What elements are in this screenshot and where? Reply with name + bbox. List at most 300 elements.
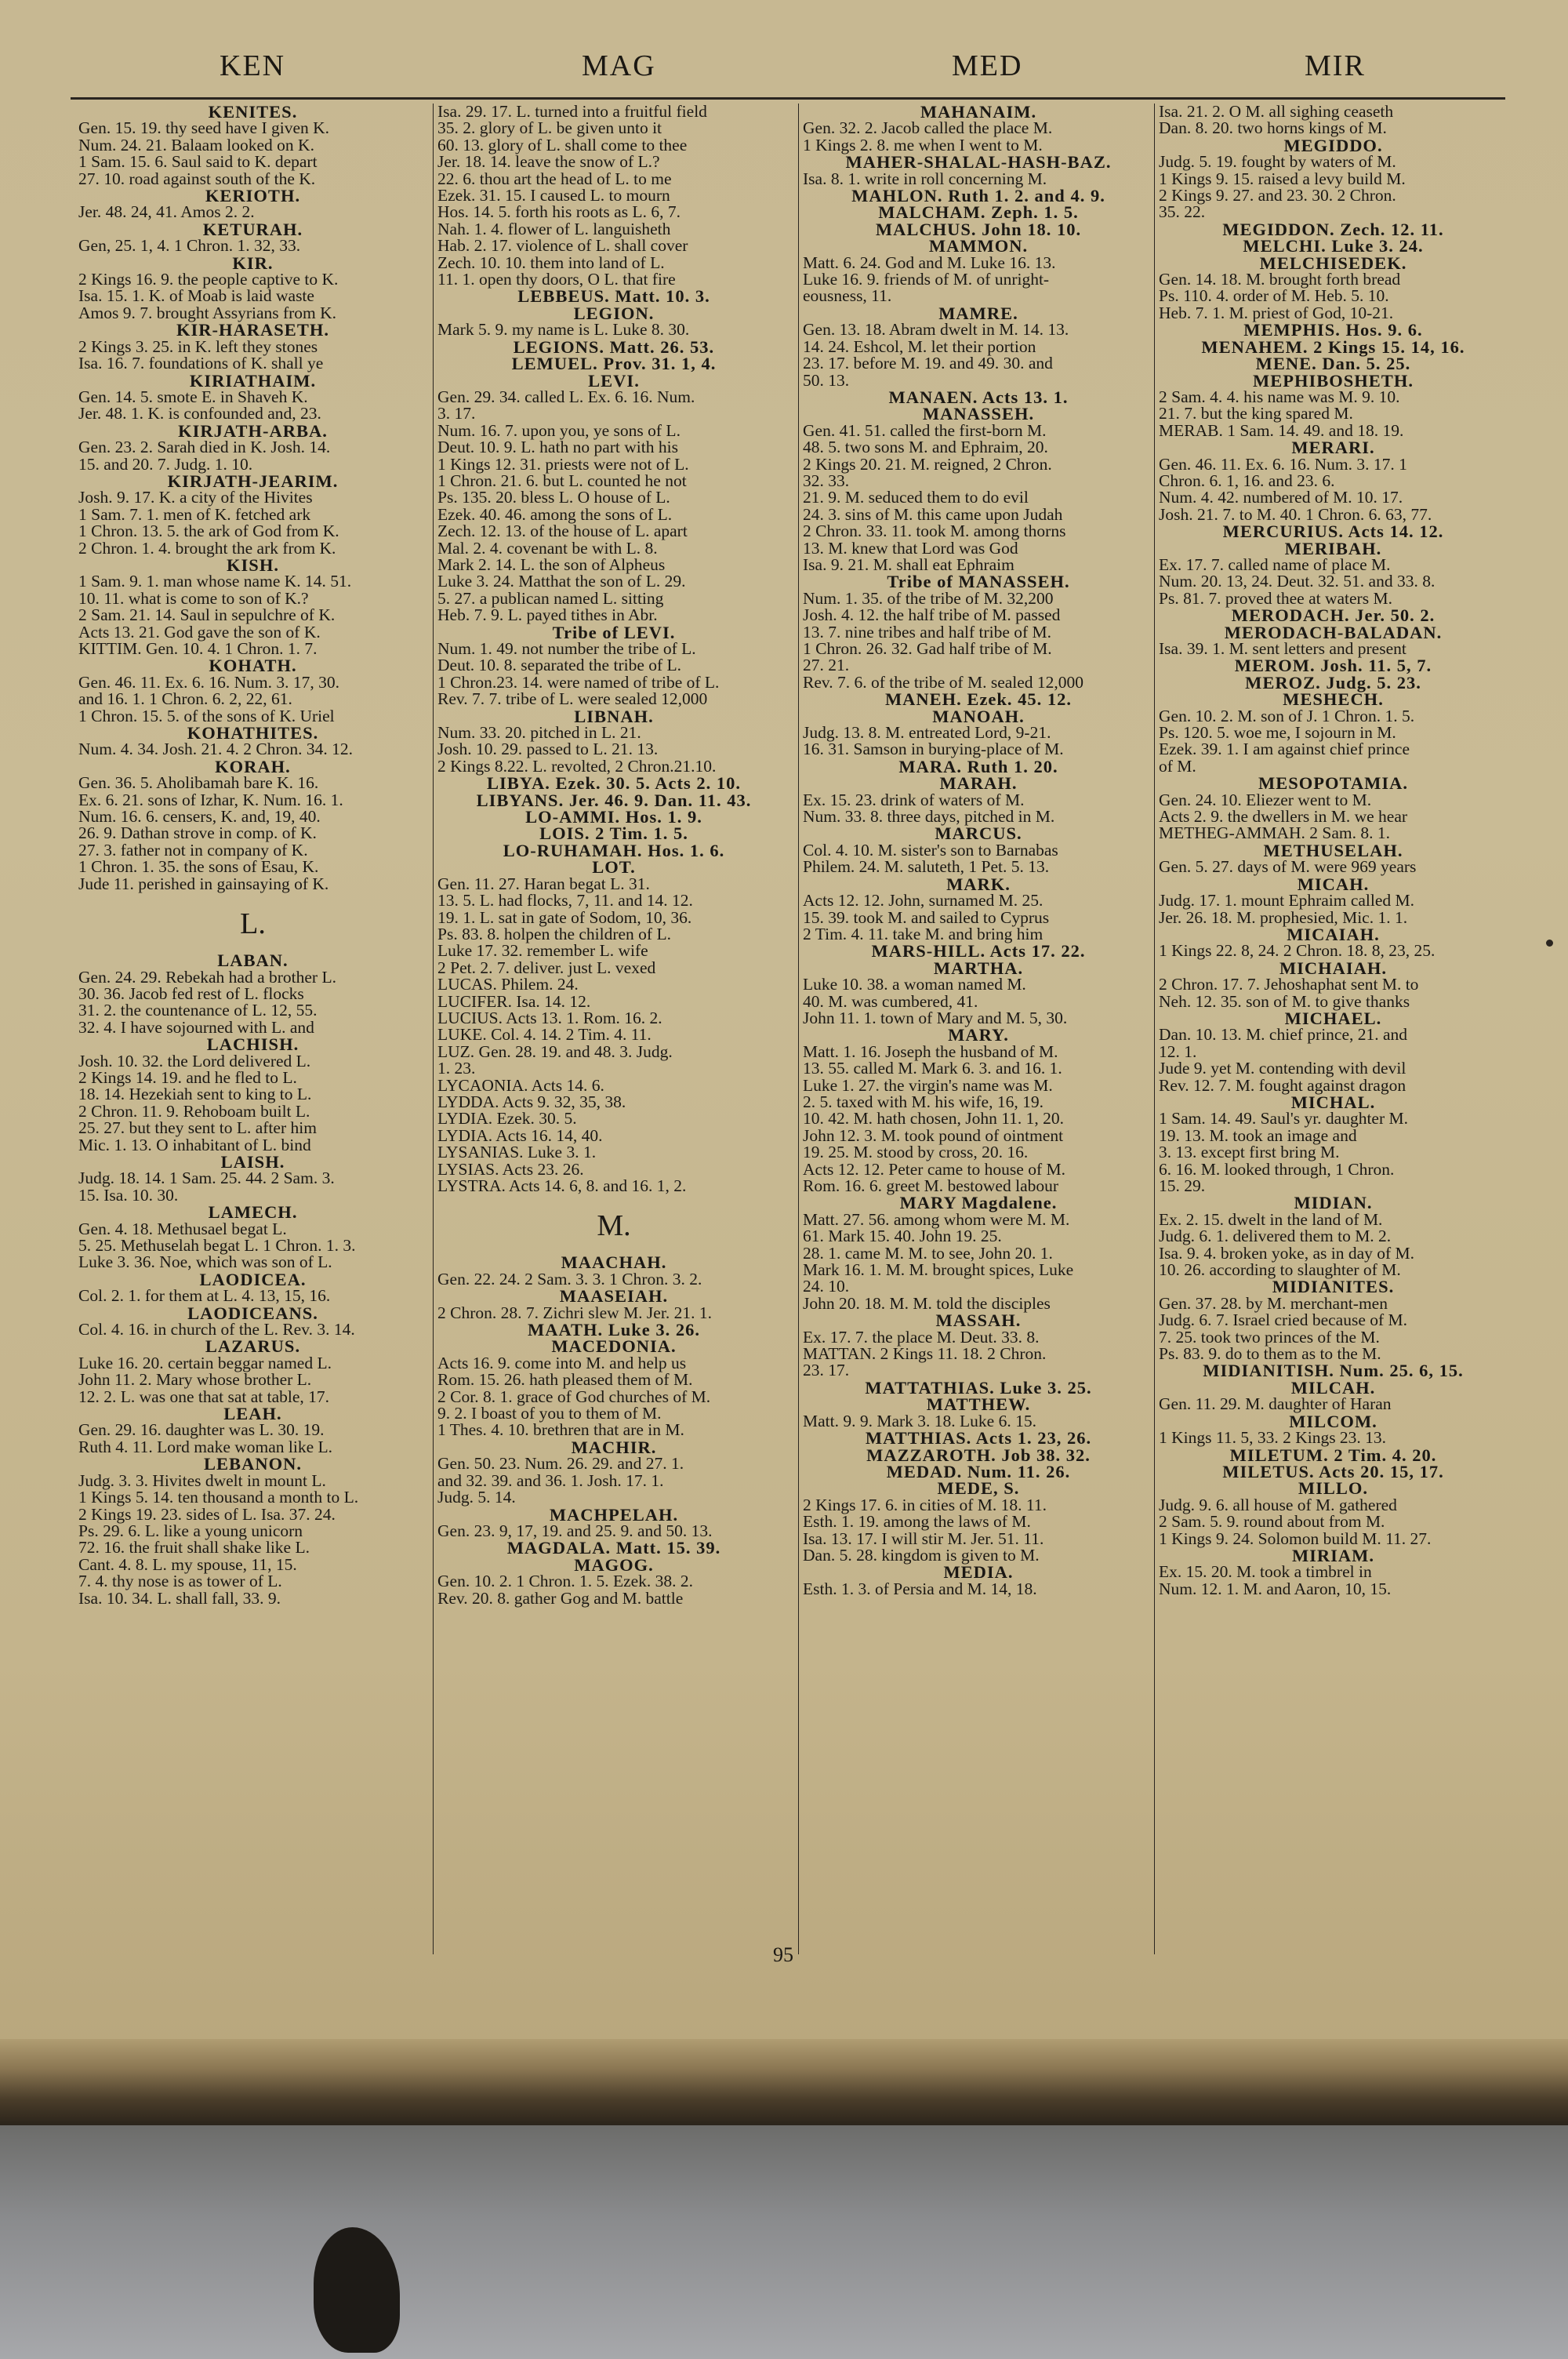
reference-line: Gen, 25. 1, 4. 1 Chron. 1. 32, 33. xyxy=(78,236,301,256)
entry-heading: MACHPELAH. xyxy=(549,1504,679,1525)
entry-heading: MARS-HILL. Acts 17. 22. xyxy=(871,941,1086,961)
reference-line: Ex. 17. 7. the place M. Deut. 33. 8. xyxy=(803,1327,1040,1347)
entry-heading: MEPHIBOSHETH. xyxy=(1253,370,1414,391)
reference-line: Isa. 13. 17. I will stir M. Jer. 51. 11. xyxy=(803,1528,1044,1548)
entry-heading: KIRIATHAIM. xyxy=(189,370,317,391)
reference-line: Col. 4. 16. in church of the L. Rev. 3. 14. xyxy=(78,1320,355,1339)
reference-line: 22. 6. thou art the head of L. to me xyxy=(437,169,672,188)
entry-heading: MANEH. Ezek. 45. 12. xyxy=(884,689,1073,710)
reference-line: 1 Kings 12. 31. priests were not of L. xyxy=(437,454,689,474)
reference-line: Gen. 4. 18. Methusael begat L. xyxy=(78,1219,287,1238)
reference-line: Jer. 48. 24, 41. Amos 2. 2. xyxy=(78,202,255,222)
reference-line: Ps. 29. 6. L. like a young unicorn xyxy=(78,1521,303,1540)
reference-line: Josh. 21. 7. to M. 40. 1 Chron. 6. 63, 77. xyxy=(1159,504,1432,524)
section-letter: M. xyxy=(597,1209,631,1243)
reference-line: 1 Chron. 1. 35. the sons of Esau, K. xyxy=(78,857,319,877)
reference-line: Deut. 10. 8. separated the tribe of L. xyxy=(437,656,682,675)
reference-line: 1 Chron. 26. 32. Gad half tribe of M. xyxy=(803,639,1052,658)
entry-heading: MAMMON. xyxy=(928,236,1029,256)
entry-heading: MAHLON. Ruth 1. 2. and 4. 9. xyxy=(851,186,1105,206)
reference-line: 21. 7. but the king spared M. xyxy=(1159,404,1353,423)
entry-heading: MERIBAH. xyxy=(1284,538,1382,558)
reference-line: Josh. 10. 29. passed to L. 21. 13. xyxy=(437,740,659,759)
entry-heading: MARA. Ruth 1. 20. xyxy=(898,756,1058,776)
reference-line: 2 Tim. 4. 11. take M. and bring him xyxy=(803,924,1044,943)
entry-heading: LABAN. xyxy=(217,951,289,971)
reference-line: Josh. 9. 17. K. a city of the Hivites xyxy=(78,488,313,507)
reference-line: 32. 33. xyxy=(803,471,850,490)
entry-heading: LOT. xyxy=(592,857,636,878)
reference-line: Isa. 9. 21. M. shall eat Ephraim xyxy=(803,554,1014,574)
reference-line: Josh. 10. 32. the Lord delivered L. xyxy=(78,1051,311,1070)
entry-heading: MICHAIAH. xyxy=(1279,958,1388,978)
entry-heading: MANASSEH. xyxy=(922,404,1035,424)
reference-line: 1 Sam. 9. 1. man whose name K. 14. 51. xyxy=(78,572,352,591)
entry-heading: KIRJATH-ARBA. xyxy=(178,420,328,441)
reference-line: 1 Chron. 15. 5. of the sons of K. Uriel xyxy=(78,706,335,725)
entry-heading: MATTHIAS. Acts 1. 23, 26. xyxy=(865,1428,1092,1448)
entry-heading: MAASEIAH. xyxy=(559,1286,669,1307)
reference-line: Rev. 20. 8. gather Gog and M. battle xyxy=(437,1588,684,1608)
reference-line: Num. 33. 20. pitched in L. 21. xyxy=(437,723,641,743)
reference-line: LYDIA. Ezek. 30. 5. xyxy=(437,1109,577,1129)
entry-heading: MESHECH. xyxy=(1283,689,1384,710)
reference-line: Jude 11. perished in gainsaying of K. xyxy=(78,874,329,893)
reference-line: Hab. 2. 17. violence of L. shall cover xyxy=(437,236,688,256)
reference-line: Num. 4. 34. Josh. 21. 4. 2 Chron. 34. 12. xyxy=(78,740,353,759)
reference-line: 16. 31. Samson in burying-place of M. xyxy=(803,740,1064,759)
entry-heading: MAHER-SHALAL-HASH-BAZ. xyxy=(845,152,1112,173)
reference-line: LYSIAS. Acts 23. 26. xyxy=(437,1159,584,1179)
reference-line: 3. 17. xyxy=(437,404,476,423)
entry-heading: MARCUS. xyxy=(935,823,1022,844)
header-word-med: MED xyxy=(952,49,1023,82)
reference-line: Ezek. 40. 46. among the sons of L. xyxy=(437,504,673,524)
entry-heading: MEGIDDON. Zech. 12. 11. xyxy=(1222,219,1444,239)
reference-line: LUCIFER. Isa. 14. 12. xyxy=(437,991,591,1011)
reference-line: 13. M. knew that Lord was God xyxy=(803,538,1018,558)
scan-background xyxy=(0,2125,1568,2359)
reference-line: Gen. 14. 5. smote E. in Shaveh K. xyxy=(78,387,308,406)
entry-heading: LAODICEANS. xyxy=(187,1303,318,1323)
reference-line: 2 Chron. 1. 4. brought the ark from K. xyxy=(78,538,336,558)
entry-heading: LIBYANS. Jer. 46. 9. Dan. 11. 43. xyxy=(476,790,752,810)
reference-line: Gen. 29. 16. daughter was L. 30. 19. xyxy=(78,1420,325,1440)
entry-heading: MERARI. xyxy=(1291,438,1375,458)
entry-heading: MARK. xyxy=(946,874,1011,894)
column-4 xyxy=(1159,104,1508,1970)
entry-heading: MACEDONIA. xyxy=(551,1336,677,1357)
reference-line: 15. 39. took M. and sailed to Cyprus xyxy=(803,907,1050,927)
reference-line: Gen. 46. 11. Ex. 6. 16. Num. 3. 17, 30. xyxy=(78,672,340,692)
entry-heading: MILLO. xyxy=(1298,1478,1369,1499)
entry-heading: MARAH. xyxy=(939,773,1018,794)
entry-heading: MICHAEL. xyxy=(1284,1008,1382,1028)
reference-line: Ex. 15. 23. drink of waters of M. xyxy=(803,790,1025,809)
entry-heading: LO-AMMI. Hos. 1. 9. xyxy=(525,807,702,827)
reference-line: Col. 2. 1. for them at L. 4. 13, 15, 16. xyxy=(78,1286,331,1306)
reference-line: Amos 9. 7. brought Assyrians from K. xyxy=(78,303,337,322)
reference-line: Josh. 4. 12. the half tribe of M. passed xyxy=(803,605,1061,625)
entry-heading: KENITES. xyxy=(208,104,298,122)
reference-line: Cant. 4. 8. L. my spouse, 11, 15. xyxy=(78,1554,297,1574)
reference-line: 25. 27. but they sent to L. after him xyxy=(78,1118,317,1138)
reference-line: Isa. 16. 7. foundations of K. shall ye xyxy=(78,354,324,373)
reference-line: Dan. 8. 20. two horns kings of M. xyxy=(1159,118,1387,138)
reference-line: eousness, 11. xyxy=(803,286,892,306)
reference-line: Jer. 48. 1. K. is confounded and, 23. xyxy=(78,404,321,423)
entry-heading: LAMECH. xyxy=(208,1202,298,1223)
reference-line: Mark 5. 9. my name is L. Luke 8. 30. xyxy=(437,320,690,340)
entry-heading: MICAIAH. xyxy=(1287,924,1380,944)
reference-line: Luke 3. 24. Matthat the son of L. 29. xyxy=(437,572,686,591)
reference-line: Gen. 36. 5. Aholibamah bare K. 16. xyxy=(78,773,319,793)
reference-line: 6. 16. M. looked through, 1 Chron. xyxy=(1159,1159,1395,1179)
reference-line: Mal. 2. 4. covenant be with L. 8. xyxy=(437,538,658,558)
reference-line: Isa. 21. 2. O M. all sighing ceaseth xyxy=(1159,104,1394,121)
reference-line: Gen. 10. 2. M. son of J. 1 Chron. 1. 5. xyxy=(1159,706,1415,725)
reference-line: Gen. 23. 9, 17, 19. and 25. 9. and 50. 13. xyxy=(437,1521,713,1540)
entry-heading: MARY. xyxy=(948,1025,1009,1045)
reference-line: 10. 42. M. hath chosen, John 11. 1, 20. xyxy=(803,1109,1065,1129)
reference-line: 1 Kings 9. 24. Solomon build M. 11. 27. xyxy=(1159,1528,1432,1548)
reference-line: 9. 2. I boast of you to them of M. xyxy=(437,1404,662,1423)
reference-line: 27. 10. road against south of the K. xyxy=(78,169,316,188)
reference-line: 1 Chron.23. 14. were named of tribe of L. xyxy=(437,672,720,692)
reference-line: LUZ. Gen. 28. 19. and 48. 3. Judg. xyxy=(437,1041,673,1061)
reference-line: Mark 2. 14. L. the son of Alpheus xyxy=(437,554,666,574)
header-word-mag: MAG xyxy=(582,49,656,82)
reference-line: Acts 16. 9. come into M. and help us xyxy=(437,1353,687,1372)
entry-heading: MACHIR. xyxy=(571,1437,657,1457)
entry-heading: MERODACH. Jer. 50. 2. xyxy=(1231,605,1436,626)
entry-heading: MAGDALA. Matt. 15. 39. xyxy=(506,1538,721,1558)
reference-line: Hos. 14. 5. forth his roots as L. 6, 7. xyxy=(437,202,681,222)
reference-line: 2 Kings 20. 21. M. reigned, 2 Chron. xyxy=(803,454,1052,474)
reference-line: Num. 4. 42. numbered of M. 10. 17. xyxy=(1159,488,1403,507)
column-divider xyxy=(1154,104,1155,1954)
reference-line: 24. 10. xyxy=(803,1277,850,1296)
entry-heading: MILCOM. xyxy=(1289,1411,1377,1431)
entry-heading: LEGION. xyxy=(573,303,655,323)
reference-line: 1 Kings 2. 8. me when I went to M. xyxy=(803,135,1043,154)
reference-line: Jer. 26. 18. M. prophesied, Mic. 1. 1. xyxy=(1159,907,1408,927)
reference-line: Gen. 29. 34. called L. Ex. 6. 16. Num. xyxy=(437,387,695,406)
reference-line: Nah. 1. 4. flower of L. languisheth xyxy=(437,219,671,238)
section-letter: L. xyxy=(240,907,266,941)
reference-line: of M. xyxy=(1159,756,1196,776)
entry-heading: MEROZ. Judg. 5. 23. xyxy=(1245,672,1421,692)
reference-line: Matt. 27. 56. among whom were M. M. xyxy=(803,1209,1070,1229)
reference-line: 7. 4. thy nose is as tower of L. xyxy=(78,1572,282,1591)
reference-line: Num. 1. 35. of the tribe of M. 32,200 xyxy=(803,588,1054,608)
reference-line: 2 Chron. 17. 7. Jehoshaphat sent M. to xyxy=(1159,975,1419,994)
reference-line: 35. 22. xyxy=(1159,202,1206,222)
reference-line: 61. Mark 15. 40. John 19. 25. xyxy=(803,1227,1002,1246)
reference-line: 10. 11. what is come to son of K.? xyxy=(78,588,309,608)
reference-line: Gen. 50. 23. Num. 26. 29. and 27. 1. xyxy=(437,1454,684,1474)
reference-line: 60. 13. glory of L. shall come to thee xyxy=(437,135,688,154)
reference-line: 15. Isa. 10. 30. xyxy=(78,1185,179,1205)
reference-line: Isa. 39. 1. M. sent letters and present xyxy=(1159,639,1406,658)
reference-line: Gen. 14. 18. M. brought forth bread xyxy=(1159,270,1401,289)
reference-line: Ps. 110. 4. order of M. Heb. 5. 10. xyxy=(1159,286,1389,306)
reference-line: Matt. 1. 16. Joseph the husband of M. xyxy=(803,1041,1058,1061)
entry-heading: MIDIANITES. xyxy=(1272,1277,1395,1297)
reference-line: Rom. 15. 26. hath pleased them of M. xyxy=(437,1370,693,1390)
entry-heading: LEMUEL. Prov. 31. 1, 4. xyxy=(511,354,717,374)
entry-heading: MIDIANITISH. Num. 25. 6, 15. xyxy=(1203,1361,1464,1381)
reference-line: Jude 9. yet M. contending with devil xyxy=(1159,1059,1406,1078)
reference-line: Judg. 13. 8. M. entreated Lord, 9-21. xyxy=(803,723,1051,743)
reference-line: 10. 26. according to slaughter of M. xyxy=(1159,1260,1401,1280)
reference-line: 1. 23. xyxy=(437,1059,476,1078)
reference-line: 2 Kings 16. 9. the people captive to K. xyxy=(78,270,339,289)
reference-line: Acts 13. 21. God gave the son of K. xyxy=(78,622,321,642)
reference-line: Isa. 10. 34. L. shall fall, 33. 9. xyxy=(78,1588,281,1608)
reference-line: 35. 2. glory of L. be given unto it xyxy=(437,118,662,138)
reference-line: METHEG-AMMAH. 2 Sam. 8. 1. xyxy=(1159,823,1391,843)
reference-line: Num. 12. 1. M. and Aaron, 10, 15. xyxy=(1159,1579,1392,1598)
reference-line: 30. 36. Jacob fed rest of L. flocks xyxy=(78,983,304,1003)
reference-line: 1 Kings 5. 14. ten thousand a month to L. xyxy=(78,1488,359,1507)
reference-line: Gen. 22. 24. 2 Sam. 3. 3. 1 Chron. 3. 2. xyxy=(437,1269,702,1289)
reference-line: 2 Kings 9. 27. and 23. 30. 2 Chron. xyxy=(1159,186,1396,205)
reference-line: John 11. 1. town of Mary and M. 5, 30. xyxy=(803,1008,1068,1027)
reference-line: 7. 25. took two princes of the M. xyxy=(1159,1327,1380,1347)
entry-heading: KIR-HARASETH. xyxy=(176,320,329,340)
reference-line: 1 Chron. 21. 6. but L. counted he not xyxy=(437,471,687,490)
reference-line: LYSANIAS. Luke 3. 1. xyxy=(437,1143,597,1162)
reference-line: Judg. 17. 1. mount Ephraim called M. xyxy=(1159,891,1415,911)
reference-line: Luke 10. 38. a woman named M. xyxy=(803,975,1026,994)
reference-line: 23. 17. before M. 19. and 49. 30. and xyxy=(803,354,1053,373)
reference-line: Num. 20. 13, 24. Deut. 32. 51. and 33. 8. xyxy=(1159,572,1436,591)
reference-line: Dan. 5. 28. kingdom is given to M. xyxy=(803,1545,1040,1565)
reference-line: Gen. 37. 28. by M. merchant-men xyxy=(1159,1293,1388,1313)
reference-line: Ps. 81. 7. proved thee at waters M. xyxy=(1159,588,1392,608)
reference-line: 13. 7. nine tribes and half tribe of M. xyxy=(803,622,1052,642)
reference-line: Ps. 120. 5. woe me, I sojourn in M. xyxy=(1159,723,1396,743)
reference-line: 1 Sam. 14. 49. Saul's yr. daughter M. xyxy=(1159,1109,1408,1129)
reference-line: Judg. 6. 7. Israel cried because of M. xyxy=(1159,1310,1408,1330)
column-divider xyxy=(798,104,799,1954)
entry-heading: MATTATHIAS. Luke 3. 25. xyxy=(865,1377,1092,1398)
reference-line: Ps. 83. 9. do to them as to the M. xyxy=(1159,1344,1381,1364)
entry-heading: MEDIA. xyxy=(943,1562,1014,1583)
reference-line: Isa. 15. 1. K. of Moab is laid waste xyxy=(78,286,314,306)
reference-line: Num. 24. 21. Balaam looked on K. xyxy=(78,135,314,154)
reference-line: and 32. 39. and 36. 1. Josh. 17. 1. xyxy=(437,1470,664,1490)
entry-heading: MAATH. Luke 3. 26. xyxy=(527,1320,701,1340)
reference-line: Ezek. 39. 1. I am against chief prince xyxy=(1159,740,1410,759)
reference-line: LYDDA. Acts 9. 32, 35, 38. xyxy=(437,1092,626,1111)
reference-line: 72. 16. the fruit shall shake like L. xyxy=(78,1538,310,1558)
reference-line: Ex. 2. 15. dwelt in the land of M. xyxy=(1159,1209,1383,1229)
reference-line: Judg. 9. 6. all house of M. gathered xyxy=(1159,1495,1397,1514)
entry-heading: LEGIONS. Matt. 26. 53. xyxy=(513,336,715,357)
entry-heading: MAACHAH. xyxy=(561,1252,667,1273)
reference-line: 12. 2. L. was one that sat at table, 17. xyxy=(78,1387,330,1406)
reference-line: 2 Kings 17. 6. in cities of M. 18. 11. xyxy=(803,1495,1047,1514)
running-header xyxy=(0,49,1568,96)
entry-heading: LEBBEUS. Matt. 10. 3. xyxy=(517,286,710,307)
reference-line: MERAB. 1 Sam. 14. 49. and 18. 19. xyxy=(1159,420,1404,440)
entry-heading: MILCAH. xyxy=(1290,1377,1376,1398)
entry-heading: KIR. xyxy=(232,253,274,273)
reference-line: 31. 2. the countenance of L. 12, 55. xyxy=(78,1001,318,1020)
entry-heading: MAHANAIM. xyxy=(920,104,1037,122)
entry-heading: LEAH. xyxy=(223,1404,282,1424)
reference-line: Deut. 10. 9. L. hath no part with his xyxy=(437,438,678,457)
reference-line: 19. 13. M. took an image and xyxy=(1159,1125,1357,1145)
column-divider xyxy=(433,104,434,1954)
reference-line: Ruth 4. 11. Lord make woman like L. xyxy=(78,1437,333,1456)
reference-line: 24. 3. sins of M. this came upon Judah xyxy=(803,504,1063,524)
entry-heading: KETURAH. xyxy=(202,219,303,239)
reference-line: Gen. 11. 27. Haran begat L. 31. xyxy=(437,874,650,893)
reference-line: Gen. 5. 27. days of M. were 969 years xyxy=(1159,857,1417,877)
reference-line: Rev. 12. 7. M. fought against dragon xyxy=(1159,1075,1406,1095)
reference-line: Num. 16. 7. upon you, ye sons of L. xyxy=(437,420,681,440)
reference-line: 2 Kings 8.22. L. revolted, 2 Chron.21.10. xyxy=(437,756,717,776)
reference-line: Esth. 1. 3. of Persia and M. 14, 18. xyxy=(803,1579,1037,1598)
reference-line: MATTAN. 2 Kings 11. 18. 2 Chron. xyxy=(803,1344,1047,1364)
reference-line: LUCIUS. Acts 13. 1. Rom. 16. 2. xyxy=(437,1008,662,1027)
entry-heading: MIRIAM. xyxy=(1291,1545,1375,1565)
reference-line: 1 Sam. 7. 1. men of K. fetched ark xyxy=(78,504,311,524)
reference-line: John 20. 18. M. M. told the disciples xyxy=(803,1293,1051,1313)
entry-heading: MICAH. xyxy=(1297,874,1370,894)
entry-heading: LEBANON. xyxy=(204,1454,302,1474)
entry-heading: LIBNAH. xyxy=(574,706,654,726)
reference-line: Gen. 15. 19. thy seed have I given K. xyxy=(78,118,330,138)
reference-line: and 16. 1. 1 Chron. 6. 2, 22, 61. xyxy=(78,689,292,709)
entry-heading: MILETUS. Acts 20. 15, 17. xyxy=(1222,1461,1444,1481)
reference-line: Matt. 6. 24. God and M. Luke 16. 13. xyxy=(803,253,1056,272)
reference-line: 32. 4. I have sojourned with L. and xyxy=(78,1017,314,1037)
reference-line: 5. 27. a publican named L. sitting xyxy=(437,588,664,608)
reference-line: Luke 3. 36. Noe, which was son of L. xyxy=(78,1252,332,1272)
reference-line: Luke 1. 27. the virgin's name was M. xyxy=(803,1075,1053,1095)
reference-line: Esth. 1. 19. among the laws of M. xyxy=(803,1512,1031,1532)
entry-heading: MENAHEM. 2 Kings 15. 14, 16. xyxy=(1201,336,1465,357)
reference-line: Ex. 15. 20. M. took a timbrel in xyxy=(1159,1562,1372,1582)
reference-line: Acts 12. 12. Peter came to house of M. xyxy=(803,1159,1065,1179)
reference-line: 2 Kings 14. 19. and he fled to L. xyxy=(78,1067,297,1087)
reference-line: Num. 33. 8. three days, pitched in M. xyxy=(803,807,1055,827)
reference-line: Gen. 23. 2. Sarah died in K. Josh. 14. xyxy=(78,438,331,457)
reference-line: Gen. 46. 11. Ex. 6. 16. Num. 3. 17. 1 xyxy=(1159,454,1407,474)
entry-heading: LEVI. xyxy=(588,370,640,391)
header-rule xyxy=(71,97,1505,100)
reference-line: 1 Thes. 4. 10. brethren that are in M. xyxy=(437,1420,684,1440)
reference-line: 2. 5. taxed with M. his wife, 16, 19. xyxy=(803,1092,1044,1111)
entry-heading: MELCHISEDEK. xyxy=(1259,253,1407,273)
reference-line: 13. 55. called M. Mark 6. 3. and 16. 1. xyxy=(803,1059,1062,1078)
entry-heading: LAZARUS. xyxy=(205,1336,301,1357)
reference-line: LYSTRA. Acts 14. 6, 8. and 16. 1, 2. xyxy=(437,1176,687,1195)
reference-line: Dan. 10. 13. M. chief prince, 21. and xyxy=(1159,1025,1408,1045)
ink-spot xyxy=(1546,940,1553,947)
reference-line: Ps. 83. 8. holpen the children of L. xyxy=(437,924,671,943)
reference-line: 27. 3. father not in company of K. xyxy=(78,840,308,860)
reference-line: Heb. 7. 9. L. payed tithes in Abr. xyxy=(437,605,658,625)
reference-line: Luke 17. 32. remember L. wife xyxy=(437,941,648,961)
entry-heading: Tribe of LEVI. xyxy=(552,622,676,642)
entry-heading: KOHATHITES. xyxy=(187,723,319,743)
header-word-mir: MIR xyxy=(1305,49,1366,82)
entry-heading: MIDIAN. xyxy=(1294,1193,1373,1213)
entry-heading: MANAEN. Acts 13. 1. xyxy=(888,387,1069,407)
page-number: 95 xyxy=(773,1943,793,1966)
reference-line: Judg. 5. 14. xyxy=(437,1488,516,1507)
reference-line: Judg. 5. 19. fought by waters of M. xyxy=(1159,152,1396,172)
reference-line: 21. 9. M. seduced them to do evil xyxy=(803,488,1029,507)
reference-line: LUKE. Col. 4. 14. 2 Tim. 4. 11. xyxy=(437,1025,652,1045)
reference-line: 1 Chron. 13. 5. the ark of God from K. xyxy=(78,522,339,541)
entry-heading: MILETUM. 2 Tim. 4. 20. xyxy=(1229,1445,1437,1465)
reference-line: 40. M. was cumbered, 41. xyxy=(803,991,978,1011)
reference-line: 2 Kings 19. 23. sides of L. Isa. 37. 24. xyxy=(78,1504,336,1524)
entry-heading: LIBYA. Ezek. 30. 5. Acts 2. 10. xyxy=(487,773,741,794)
entry-heading: KIRJATH-JEARIM. xyxy=(167,471,339,491)
entry-heading: LOIS. 2 Tim. 1. 5. xyxy=(539,823,688,844)
entry-heading: MESOPOTAMIA. xyxy=(1258,773,1408,794)
reference-line: Mic. 1. 13. O inhabitant of L. bind xyxy=(78,1135,311,1154)
reference-line: 1 Kings 11. 5, 33. 2 Kings 23. 13. xyxy=(1159,1428,1387,1448)
reference-line: Gen. 32. 2. Jacob called the place M. xyxy=(803,118,1053,138)
reference-line: Chron. 6. 1, 16. and 23. 6. xyxy=(1159,471,1335,490)
page-bottom-edge xyxy=(0,2039,1568,2125)
reference-line: 3. 13. except first bring M. xyxy=(1159,1143,1340,1162)
entry-heading: KOHATH. xyxy=(209,656,297,676)
reference-line: Jer. 18. 14. leave the snow of L.? xyxy=(437,152,660,172)
reference-line: Num. 16. 6. censers, K. and, 19, 40. xyxy=(78,807,321,827)
reference-line: 15. 29. xyxy=(1159,1176,1206,1195)
reference-line: 13. 5. L. had flocks, 7, 11. and 14. 12. xyxy=(437,891,693,911)
reference-line: 1 Sam. 15. 6. Saul said to K. depart xyxy=(78,152,318,172)
reference-line: 2 Kings 3. 25. in K. left they stones xyxy=(78,336,318,356)
reference-line: Isa. 9. 4. broken yoke, as in day of M. xyxy=(1159,1243,1415,1263)
entry-heading: MARTHA. xyxy=(933,958,1024,978)
reference-line: 15. and 20. 7. Judg. 1. 10. xyxy=(78,454,253,474)
reference-line: 2 Chron. 28. 7. Zichri slew M. Jer. 21. 1. xyxy=(437,1303,712,1322)
reference-line: 11. 1. open thy doors, O L. that fire xyxy=(437,270,676,289)
reference-line: Gen. 11. 29. M. daughter of Haran xyxy=(1159,1394,1392,1414)
reference-line: 26. 9. Dathan strove in comp. of K. xyxy=(78,823,317,843)
reference-line: Col. 4. 10. M. sister's son to Barnabas xyxy=(803,840,1058,860)
column-1 xyxy=(78,104,427,1970)
entry-heading: MATTHEW. xyxy=(926,1394,1031,1415)
reference-line: Judg. 6. 1. delivered them to M. 2. xyxy=(1159,1227,1392,1246)
entry-heading: MALCHUS. John 18. 10. xyxy=(875,219,1082,239)
reference-line: Zech. 12. 13. of the house of L. apart xyxy=(437,522,688,541)
entry-heading: MICHAL. xyxy=(1290,1092,1376,1112)
entry-heading: LACHISH. xyxy=(206,1034,299,1055)
reference-line: 1 Kings 9. 15. raised a levy build M. xyxy=(1159,169,1406,188)
reference-line: Ex. 17. 7. called name of place M. xyxy=(1159,554,1391,574)
entry-heading: MELCHI. Luke 3. 24. xyxy=(1243,236,1424,256)
reference-line: LYDIA. Acts 16. 14, 40. xyxy=(437,1125,603,1145)
reference-line: LYCAONIA. Acts 14. 6. xyxy=(437,1075,604,1095)
reference-line: 5. 25. Methuselah begat L. 1 Chron. 1. 3. xyxy=(78,1236,356,1255)
reference-line: John 12. 3. M. took pound of ointment xyxy=(803,1125,1064,1145)
entry-heading: KISH. xyxy=(227,554,279,575)
entry-heading: LAISH. xyxy=(220,1151,285,1172)
entry-heading: MEROM. Josh. 11. 5, 7. xyxy=(1234,656,1432,676)
reference-line: 23. 17. xyxy=(803,1361,850,1380)
